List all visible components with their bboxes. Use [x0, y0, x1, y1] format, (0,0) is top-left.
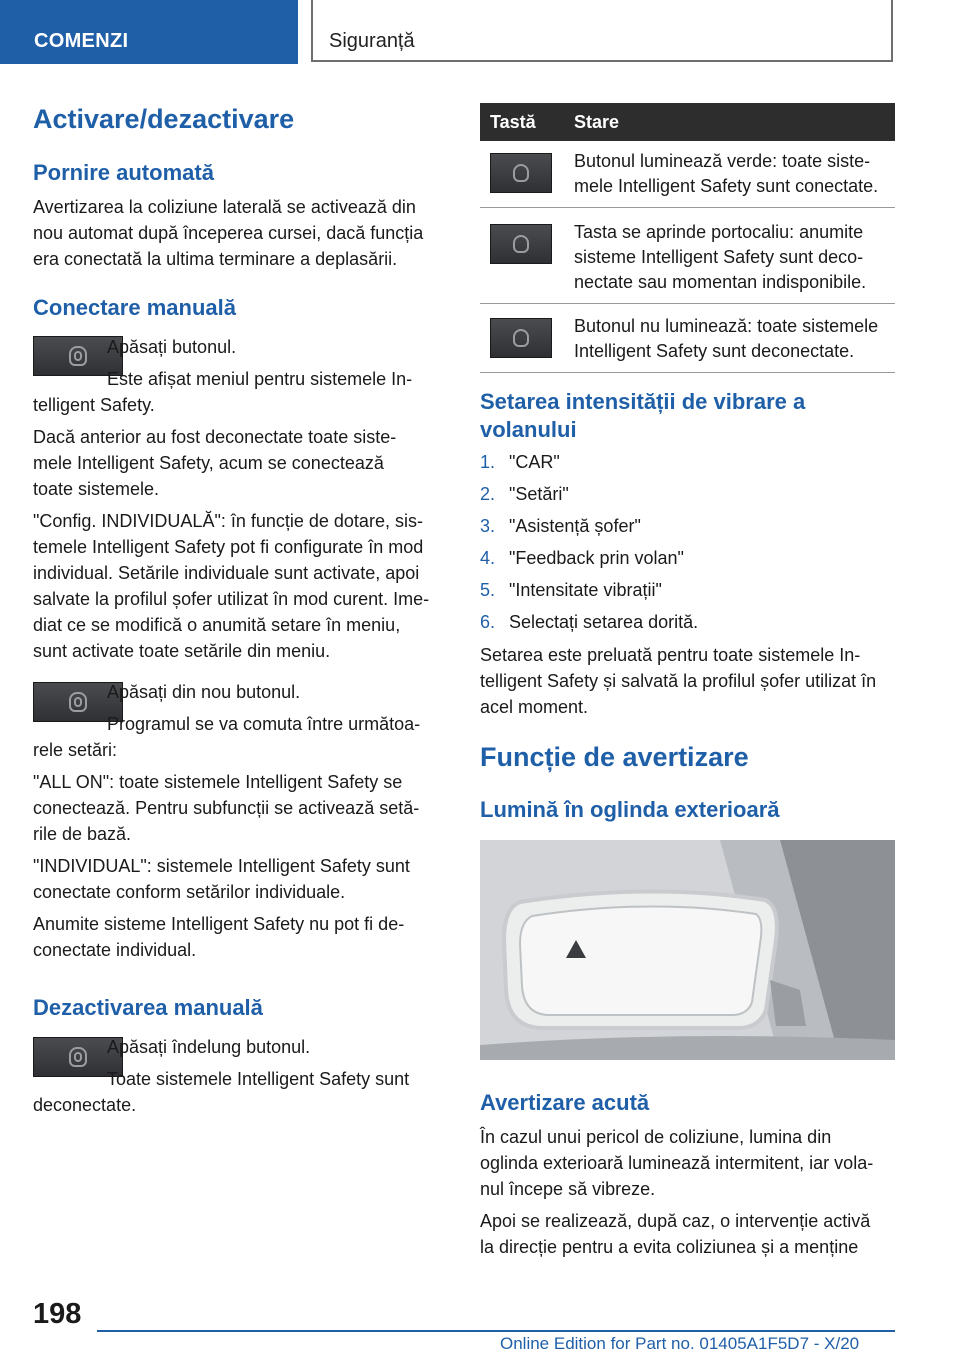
- vibration-result-text: Setarea este preluată pentru toate sistemele In‐ telligent Safety și salvată la profilul șofer utilizat în acel moment.: [480, 645, 877, 717]
- acute-warning-text: În cazul unui pericol de coliziune, lumina din oglinda exterioară luminează intermitent, iar vola‐ nul începe să vibreze. Apoi se realizează, după caz, o intervenție activă la direcție pentru a evita coliziunea și a menține: [480, 1127, 874, 1257]
- edition-footer: Online Edition for Part no. 01405A1F5D7 - X/20: [500, 1334, 860, 1353]
- table-header-key: Tastă: [480, 103, 574, 141]
- button-green-icon: [490, 153, 552, 193]
- button-states-table: [480, 103, 895, 373]
- vibration-heading: Setarea intensității de vibrare a volanului: [480, 389, 806, 442]
- table-cell-state: Tasta se aprinde portocaliu: anumite sisteme Intelligent Safety sunt deco‐ nectate sau momentan indisponibile.: [574, 208, 895, 304]
- button-off-icon: [490, 318, 552, 358]
- button-orange-icon: [490, 224, 552, 264]
- table-row: [480, 208, 895, 304]
- list-item: 3. "Asistență șofer": [480, 516, 641, 536]
- list-item: 6. Selectați setarea dorită.: [480, 612, 699, 632]
- toggle-settings-text: rele setări: "ALL ON": toate sistemele Intelligent Safety se conectează. Pentru subfuncții se activează setă‐ rile de bază. "INDIVIDUAL": sistemele Intelligent Safety sunt conectate conform setărilor individuale. Anumite sisteme Intelligent Safety nu pot fi de‐ conectate individual.: [33, 740, 420, 960]
- side-mirror-image: [480, 840, 895, 1060]
- manual-off-instruction: Apăsați îndelung butonul. Toate sistemele Intelligent Safety sunt: [107, 1037, 410, 1089]
- warning-function-heading: Funcție de avertizare: [480, 742, 749, 772]
- vibration-steps: [480, 446, 895, 638]
- list-item: 1. "CAR": [480, 452, 560, 472]
- press-again-instruction: Apăsați din nou butonul. Programul se va comuta între următoa‐: [107, 682, 421, 734]
- section-title: COMENZI: [34, 30, 129, 52]
- manual-off-text: deconectate.: [33, 1095, 137, 1115]
- auto-start-heading: Pornire automată: [33, 160, 214, 185]
- table-row: [480, 304, 895, 373]
- section-tab: [0, 0, 298, 64]
- table-header-row: [480, 103, 895, 141]
- list-item: 5. "Intensitate vibrații": [480, 580, 662, 600]
- mirror-light-heading: Lumină în oglinda exterioară: [480, 797, 780, 822]
- manual-off-heading: Dezactivarea manuală: [33, 995, 263, 1020]
- chapter-title: Siguranță: [329, 30, 415, 52]
- manual-on-heading: Conectare manuală: [33, 295, 236, 320]
- page-heading: Activare/dezactivare: [33, 104, 295, 134]
- list-item: 2. "Setări": [480, 484, 569, 504]
- page-number: 198: [33, 1298, 82, 1330]
- manual-on-text: telligent Safety. Dacă anterior au fost deconectate toate siste‐ mele Intelligent Safety, acum se conectează toate sistemele. "Config. INDIVIDUALĂ": în funcție de dotare, sis‐ temele Intelligent Safety pot fi configurate în mod individual. Setările individuale sunt activate, apoi salvate la profilul șofer utilizat în mod curent. Ime‐ diat ce se modifică o anumită setare în meniu, sunt activate toate setările din meniu.: [33, 395, 430, 661]
- manual-on-instruction: Apăsați butonul. Este afișat meniul pentru sistemele In‐: [107, 337, 413, 389]
- table-cell-state: Butonul nu luminează: toate sistemele Intelligent Safety sunt deconectate.: [574, 304, 895, 373]
- acute-warning-heading: Avertizare acută: [480, 1090, 650, 1115]
- auto-start-text: Avertizarea la coliziune laterală se activează din nou automat după începerea cursei, dacă funcția era conectată la ultima terminare a deplasării.: [33, 197, 424, 269]
- chapter-tab: [311, 0, 893, 62]
- table-cell-state: Butonul luminează verde: toate siste‐ mele Intelligent Safety sunt conectate.: [574, 141, 895, 208]
- table-row: [480, 141, 895, 208]
- list-item: 4. "Feedback prin volan": [480, 548, 684, 568]
- table-header-state: Stare: [574, 103, 895, 141]
- footer-divider: [97, 1330, 895, 1332]
